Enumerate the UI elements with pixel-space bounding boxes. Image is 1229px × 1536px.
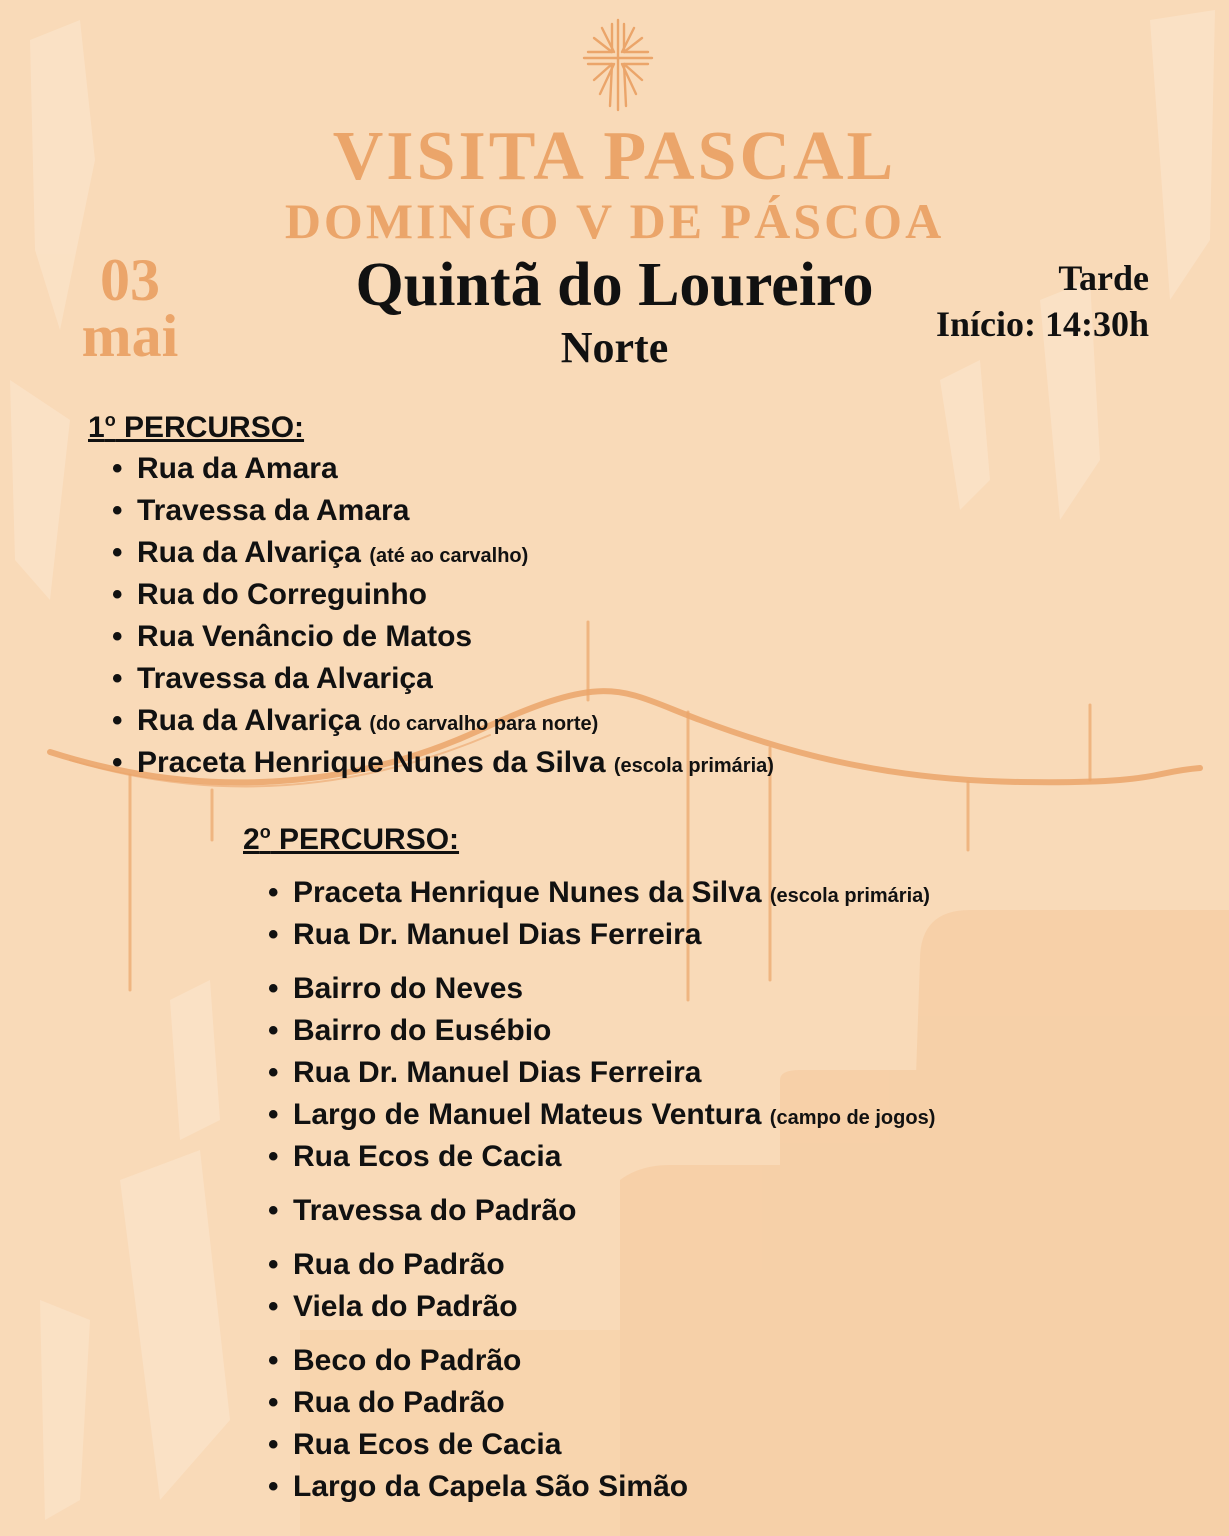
bullet-icon: •: [268, 972, 279, 1005]
street-name: Travessa da Amara: [137, 494, 410, 527]
street-note: (até ao carvalho): [369, 545, 529, 567]
street-item: [112, 748, 774, 778]
bullet-icon: •: [112, 704, 123, 737]
route-2-heading-text: PERCURSO:: [270, 823, 460, 856]
street-name: Rua Dr. Manuel Dias Ferreira: [293, 918, 702, 951]
street-item: [268, 1292, 518, 1322]
street-item: [268, 1058, 702, 1088]
date-day: 03: [100, 247, 160, 313]
street-name: Praceta Henrique Nunes da Silva: [137, 746, 606, 779]
street-name: Rua Ecos de Cacia: [293, 1428, 562, 1461]
street-name: Rua Venâncio de Matos: [137, 620, 473, 653]
street-item: [112, 664, 433, 694]
street-item: [268, 920, 702, 950]
street-name: Rua da Amara: [137, 452, 338, 485]
bullet-icon: •: [268, 918, 279, 951]
bullet-icon: •: [112, 746, 123, 779]
street-item: [268, 1250, 505, 1280]
bullet-icon: •: [268, 1248, 279, 1281]
route-2-number: 2: [243, 823, 260, 856]
street-name: Travessa do Padrão: [293, 1194, 577, 1227]
bullet-icon: •: [112, 662, 123, 695]
street-item: [268, 1196, 576, 1226]
street-item: [112, 580, 427, 610]
street-note: (do carvalho para norte): [369, 713, 599, 735]
street-name: Rua da Alvariça: [137, 536, 361, 569]
bullet-icon: •: [268, 876, 279, 909]
bullet-icon: •: [268, 1140, 279, 1173]
street-item: [268, 1016, 551, 1046]
street-item: [112, 496, 409, 526]
street-name: Rua do Correguinho: [137, 578, 427, 611]
page-subtitle: DOMINGO V DE PÁSCOA: [284, 193, 945, 249]
street-item: [112, 454, 338, 484]
street-item: [268, 1388, 505, 1418]
street-name: Largo de Manuel Mateus Ventura: [293, 1098, 762, 1131]
street-name: Bairro do Eusébio: [293, 1014, 552, 1047]
street-name: Viela do Padrão: [293, 1290, 518, 1323]
street-item: [268, 1430, 561, 1460]
route-1-number: 1: [88, 411, 105, 444]
street-item: [112, 706, 598, 736]
street-item: [268, 1100, 935, 1130]
bullet-icon: •: [268, 1056, 279, 1089]
street-name: Rua do Padrão: [293, 1386, 505, 1419]
cross-icon: [582, 18, 654, 112]
street-item: [268, 1142, 561, 1172]
route-1-heading-text: PERCURSO:: [115, 411, 305, 444]
bullet-icon: •: [112, 494, 123, 527]
bullet-icon: •: [268, 1386, 279, 1419]
place-name: Quintã do Loureiro: [355, 251, 874, 319]
street-item: [112, 622, 472, 652]
bullet-icon: •: [268, 1014, 279, 1047]
street-name: Largo da Capela São Simão: [293, 1470, 689, 1503]
street-name: Praceta Henrique Nunes da Silva: [293, 876, 762, 909]
route-1-ordinal: o: [104, 410, 116, 430]
period-label: Tarde: [1058, 258, 1149, 298]
street-name: Beco do Padrão: [293, 1344, 522, 1377]
street-note: (escola primária): [769, 885, 930, 907]
street-note: (escola primária): [613, 755, 774, 777]
bullet-icon: •: [268, 1344, 279, 1377]
bullet-icon: •: [268, 1290, 279, 1323]
street-name: Rua Ecos de Cacia: [293, 1140, 562, 1173]
bullet-icon: •: [268, 1194, 279, 1227]
street-item: [268, 974, 523, 1004]
start-time: Início: 14:30h: [935, 304, 1149, 344]
street-name: Rua da Alvariça: [137, 704, 361, 737]
street-name: Bairro do Neves: [293, 972, 524, 1005]
street-name: Rua do Padrão: [293, 1248, 505, 1281]
bullet-icon: •: [268, 1098, 279, 1131]
street-item: [268, 878, 930, 908]
street-item: [268, 1346, 521, 1376]
bullet-icon: •: [268, 1470, 279, 1503]
street-name: Travessa da Alvariça: [137, 662, 433, 695]
route-2-heading: [243, 823, 459, 855]
bullet-icon: •: [112, 452, 123, 485]
page-title: VISITA PASCAL: [332, 118, 897, 195]
date-month: mai: [81, 303, 179, 369]
street-item: [112, 538, 528, 568]
bullet-icon: •: [112, 536, 123, 569]
bullet-icon: •: [268, 1428, 279, 1461]
route-1-heading: [88, 411, 304, 443]
street-item: [268, 1472, 688, 1502]
bullet-icon: •: [112, 620, 123, 653]
street-name: Rua Dr. Manuel Dias Ferreira: [293, 1056, 702, 1089]
route-2-ordinal: o: [259, 822, 271, 842]
zone-name: Norte: [560, 323, 669, 372]
street-note: (campo de jogos): [769, 1107, 936, 1129]
bullet-icon: •: [112, 578, 123, 611]
